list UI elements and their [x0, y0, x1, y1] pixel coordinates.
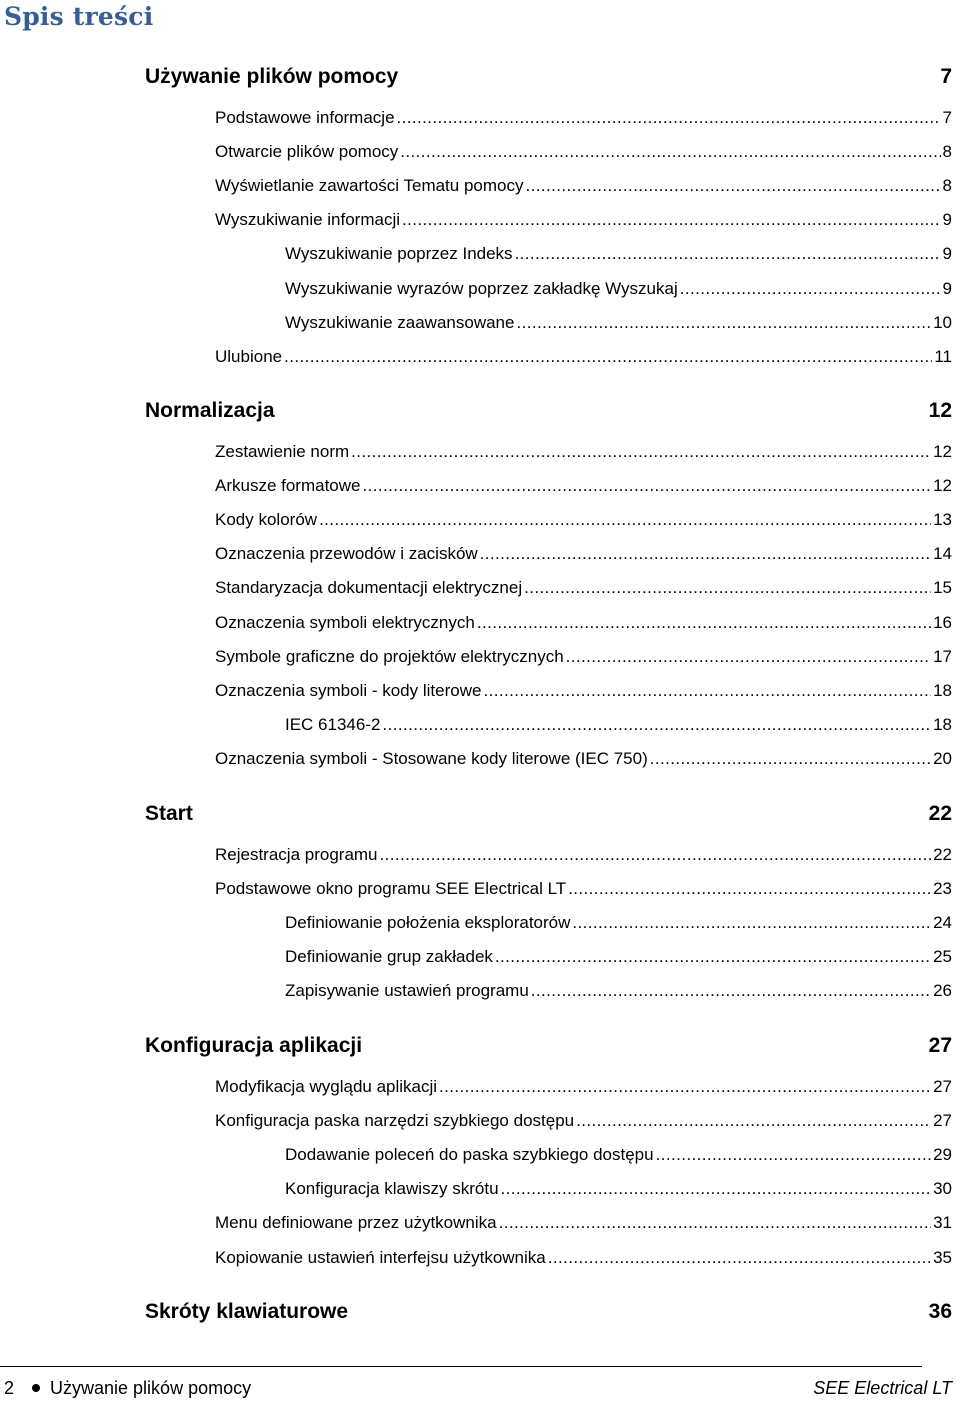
- footer-section-title: Używanie plików pomocy: [50, 1377, 252, 1398]
- toc-section-page: 22: [928, 802, 952, 825]
- toc-section[interactable]: [145, 62, 952, 92]
- dot-leader: [515, 244, 941, 264]
- dot-leader: [319, 510, 931, 530]
- footer-page-number: 2: [4, 1377, 15, 1398]
- toc-entry-page: 8: [942, 142, 952, 162]
- dot-leader: [483, 681, 931, 701]
- dot-leader: [495, 947, 931, 967]
- dot-leader: [397, 108, 941, 128]
- toc-section-title: Skróty klawiaturowe: [145, 1300, 349, 1323]
- toc-section-page: 7: [940, 65, 952, 88]
- toc-section-page: 27: [928, 1034, 952, 1057]
- toc-entry-page: 9: [942, 210, 952, 230]
- dot-leader: [572, 913, 931, 933]
- footer-divider: [0, 1366, 922, 1367]
- toc-entry-label: Standaryzacja dokumentacji elektrycznej: [215, 578, 523, 598]
- toc-entry-page: 15: [933, 578, 952, 598]
- toc-entry[interactable]: [285, 709, 952, 735]
- toc-entry[interactable]: [215, 607, 952, 633]
- toc-entry-page: 25: [933, 947, 952, 967]
- toc-entry-label: Definiowanie położenia eksploratorów: [285, 913, 571, 933]
- toc-entry[interactable]: [215, 1242, 952, 1268]
- toc-entry-label: Symbole graficzne do projektów elektrycznych: [215, 646, 564, 666]
- toc-entry-label: Otwarcie plików pomocy: [215, 142, 399, 162]
- toc-section-title: Używanie plików pomocy: [145, 65, 399, 88]
- toc-entry[interactable]: [285, 975, 952, 1001]
- page-footer: [0, 1377, 952, 1399]
- toc-entry[interactable]: [215, 1071, 952, 1097]
- toc-entry-label: Podstawowe okno programu SEE Electrical LT: [215, 879, 567, 899]
- toc-section[interactable]: [145, 799, 952, 829]
- dot-leader: [656, 1145, 931, 1165]
- toc-entry[interactable]: [215, 170, 952, 196]
- toc-entry-label: Dodawanie poleceń do paska szybkiego dostępu: [285, 1145, 654, 1165]
- dot-leader: [531, 981, 931, 1001]
- toc-section-title: Konfiguracja aplikacji: [145, 1034, 363, 1057]
- toc-entry[interactable]: [215, 873, 952, 899]
- toc-entry-label: Ulubione: [215, 346, 283, 366]
- toc-entry-label: Wyszukiwanie informacji: [215, 210, 401, 230]
- toc-entry-label: Oznaczenia symboli - Stosowane kody literowe (IEC 750): [215, 748, 648, 768]
- toc-entry[interactable]: [285, 273, 952, 299]
- dot-leader: [576, 1111, 931, 1131]
- dot-leader: [548, 1248, 931, 1268]
- toc-entry-label: Definiowanie grup zakładek: [285, 947, 493, 967]
- toc-entry-label: Oznaczenia przewodów i zacisków: [215, 544, 478, 564]
- toc-entry-page: 16: [933, 612, 952, 632]
- toc-entry-label: Wyszukiwanie poprzez Indeks: [285, 244, 513, 264]
- dot-leader: [284, 347, 932, 367]
- toc-entry-page: 17: [933, 646, 952, 666]
- toc-entry[interactable]: [215, 1207, 952, 1233]
- toc-entry[interactable]: [215, 1105, 952, 1131]
- toc-entry-label: Kopiowanie ustawień interfejsu użytkownika: [215, 1247, 546, 1267]
- toc-entry-page: 9: [942, 244, 952, 264]
- dot-leader: [499, 1213, 931, 1233]
- toc-entry[interactable]: [215, 839, 952, 865]
- toc-entry-page: 27: [933, 1111, 952, 1131]
- dot-leader: [568, 879, 931, 899]
- toc-entry[interactable]: [215, 470, 952, 496]
- dot-leader: [363, 476, 932, 496]
- toc-section[interactable]: [145, 1031, 952, 1061]
- toc-entry-page: 14: [933, 544, 952, 564]
- bullet-icon: [32, 1384, 40, 1392]
- toc-entry[interactable]: [285, 907, 952, 933]
- toc-entry-label: Oznaczenia symboli - kody literowe: [215, 680, 482, 700]
- toc-entry-page: 10: [933, 312, 952, 332]
- dot-leader: [680, 279, 941, 299]
- toc-section-title: Normalizacja: [145, 399, 275, 422]
- toc-entry-label: Rejestracja programu: [215, 845, 378, 864]
- toc-entry[interactable]: [215, 436, 952, 462]
- toc-entry-page: 8: [942, 176, 952, 196]
- dot-leader: [477, 613, 931, 633]
- toc-entry-label: Modyfikacja wyglądu aplikacji: [215, 1077, 438, 1096]
- toc-entry[interactable]: [215, 504, 952, 530]
- toc-entry-label: IEC 61346-2: [285, 714, 381, 734]
- toc-entry[interactable]: [215, 641, 952, 667]
- toc-entry-label: Kody kolorów: [215, 510, 318, 530]
- toc-entry-page: 24: [933, 913, 952, 933]
- toc-entry-page: 23: [933, 879, 952, 899]
- toc-entry[interactable]: [215, 538, 952, 564]
- toc-entry-label: Zestawienie norm: [215, 442, 350, 461]
- toc-entry-label: Arkusze formatowe: [215, 476, 361, 496]
- dot-leader: [524, 578, 931, 598]
- toc-entry-label: Wyszukiwanie zaawansowane: [285, 312, 515, 332]
- toc-entry[interactable]: [215, 136, 952, 162]
- toc-entry[interactable]: [215, 743, 952, 769]
- toc-entry[interactable]: [285, 1139, 952, 1165]
- toc-section-page: 12: [928, 399, 952, 422]
- toc-entry[interactable]: [215, 341, 952, 367]
- toc-entry-page: 22: [933, 845, 952, 864]
- toc-entry[interactable]: [285, 238, 952, 264]
- dot-leader: [380, 845, 932, 865]
- dot-leader: [516, 313, 931, 333]
- toc-entry-label: Menu definiowane przez użytkownika: [215, 1213, 497, 1233]
- dot-leader: [525, 176, 940, 196]
- toc-entry-page: 7: [942, 108, 952, 127]
- toc-entry-page: 9: [942, 278, 952, 298]
- toc-section-title: Start: [145, 802, 193, 825]
- dot-leader: [382, 715, 931, 735]
- toc-entry[interactable]: [285, 307, 952, 333]
- toc-entry-label: Konfiguracja klawiszy skrótu: [285, 1179, 499, 1199]
- dot-leader: [402, 210, 941, 230]
- dot-leader: [650, 749, 931, 769]
- footer-product-name: SEE Electrical LT: [813, 1377, 952, 1398]
- dot-leader: [501, 1179, 932, 1199]
- toc-section-page: 36: [928, 1300, 952, 1323]
- dot-leader: [566, 647, 931, 667]
- toc-entry-page: 30: [933, 1179, 952, 1199]
- toc-entry[interactable]: [215, 102, 952, 128]
- toc-heading: Spis treści: [4, 2, 154, 31]
- toc-entry-page: 26: [933, 981, 952, 1001]
- toc-entry[interactable]: [285, 941, 952, 967]
- toc-entry-page: 31: [933, 1213, 952, 1233]
- toc-section[interactable]: [145, 1297, 952, 1327]
- toc-entry-page: 12: [933, 442, 952, 461]
- toc-entry-page: 29: [933, 1145, 952, 1165]
- toc-entry-label: Oznaczenia symboli elektrycznych: [215, 612, 475, 632]
- toc-section[interactable]: [145, 396, 952, 426]
- toc-entry-label: Konfiguracja paska narzędzi szybkiego dostępu: [215, 1111, 575, 1131]
- toc-entry-page: 12: [933, 476, 952, 496]
- toc-entry-page: 13: [933, 510, 952, 530]
- toc-entry-label: Podstawowe informacje: [215, 108, 395, 127]
- dot-leader: [351, 442, 931, 462]
- toc-entry-page: 27: [933, 1077, 952, 1096]
- toc-entry[interactable]: [215, 675, 952, 701]
- dot-leader: [400, 142, 940, 162]
- dot-leader: [480, 544, 931, 564]
- dot-leader: [439, 1077, 931, 1097]
- toc-entry-page: 20: [933, 748, 952, 768]
- toc-entry-page: 35: [933, 1247, 952, 1267]
- toc-entry-page: 11: [934, 346, 952, 366]
- toc-entry-page: 18: [933, 680, 952, 700]
- toc-entry-label: Wyszukiwanie wyrazów poprzez zakładkę Wyszukaj: [285, 278, 678, 298]
- toc-entry[interactable]: [215, 572, 952, 598]
- toc-entry[interactable]: [215, 204, 952, 230]
- toc-entry-page: 18: [933, 714, 952, 734]
- toc-entry[interactable]: [285, 1173, 952, 1199]
- toc-entry-label: Zapisywanie ustawień programu: [285, 981, 529, 1001]
- toc-entry-label: Wyświetlanie zawartości Tematu pomocy: [215, 176, 524, 196]
